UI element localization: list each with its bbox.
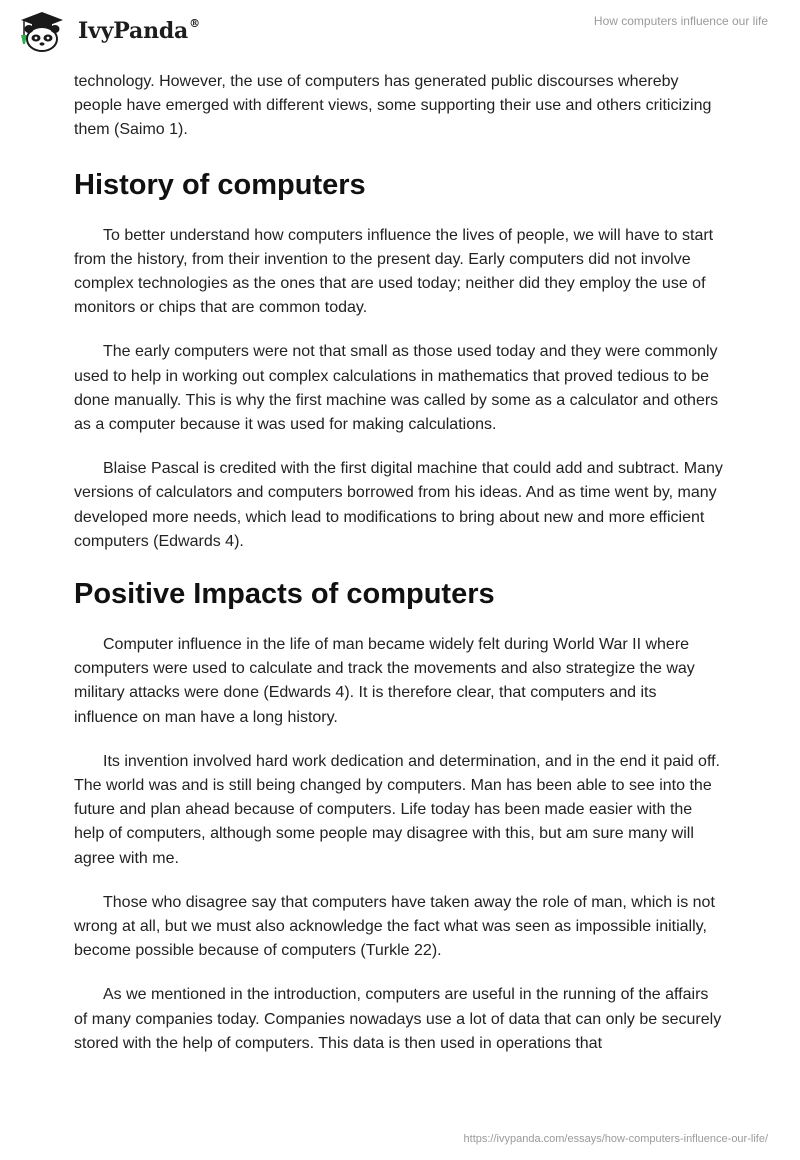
panda-graduation-cap-icon[interactable] bbox=[16, 11, 68, 53]
section-heading-history: History of computers bbox=[74, 168, 366, 201]
paragraph: The early computers were not that small as those used today and they were commonly used to help in working out complex calculations in mathematics that proved tedious to be done manually. This is why the first machine was called by some as a calculator and others as a computer because it was used for making calculations. bbox=[74, 343, 719, 434]
paragraph: Blaise Pascal is credited with the first digital machine that could add and subtract. Many versions of calculators and computers borrowed from his ideas. And as time went by, many developed more needs, which lead to modifications to bring about new and more efficient computers (Edwards 4). bbox=[74, 460, 723, 550]
page-header bbox=[0, 0, 800, 64]
paragraph: Those who disagree say that computers have taken away the role of man, which is not wrong at all, but we must also acknowledge the fact what was seen as impossible initially, become possible because of computers (Turkle 22). bbox=[74, 893, 715, 960]
paragraph: To better understand how computers influence the lives of people, we will have to start from the history, from their invention to the present day. Early computers did not involve complex technologies as the ones that are used today; neither did they employ the use of monitors or chips that are common today. bbox=[74, 226, 714, 317]
brand-logo[interactable] bbox=[78, 18, 200, 44]
source-url[interactable]: https://ivypanda.com/essays/how-computers-influence-our-life/ bbox=[463, 1133, 768, 1145]
paragraph: Its invention involved hard work dedication and determination, and in the end it paid off. The world was and is still being changed by computers. Man has been able to see into the future and plan ahead because of computers. Life today has been made easier with the help of computers, although some people may disagree with this, but am sure many will agree with me. bbox=[74, 752, 720, 867]
document-title: How computers influence our life bbox=[593, 14, 768, 28]
paragraph: Computer influence in the life of man became widely felt during World War II where computers were used to calculate and track the movements and also strategize the way military attacks were done (Edwards 4). It is therefore clear, that computers and its influence on man have a long history. bbox=[74, 636, 695, 726]
brand-name: IvyPanda bbox=[78, 18, 189, 44]
intro-paragraph: technology. However, the use of computers has generated public discourses whereby people have emerged with different views, some supporting their use and others criticizing them (Saimo 1). bbox=[74, 73, 712, 139]
trademark-symbol: ® bbox=[189, 16, 200, 30]
section-heading-positive-impacts: Positive Impacts of computers bbox=[74, 578, 495, 611]
paragraph: As we mentioned in the introduction, computers are useful in the running of the affairs of many companies today. Companies nowadays use a lot of data that can only be securely stored with the help of computers. This data is then used in operations that bbox=[74, 986, 722, 1052]
essay-content bbox=[74, 70, 724, 1056]
